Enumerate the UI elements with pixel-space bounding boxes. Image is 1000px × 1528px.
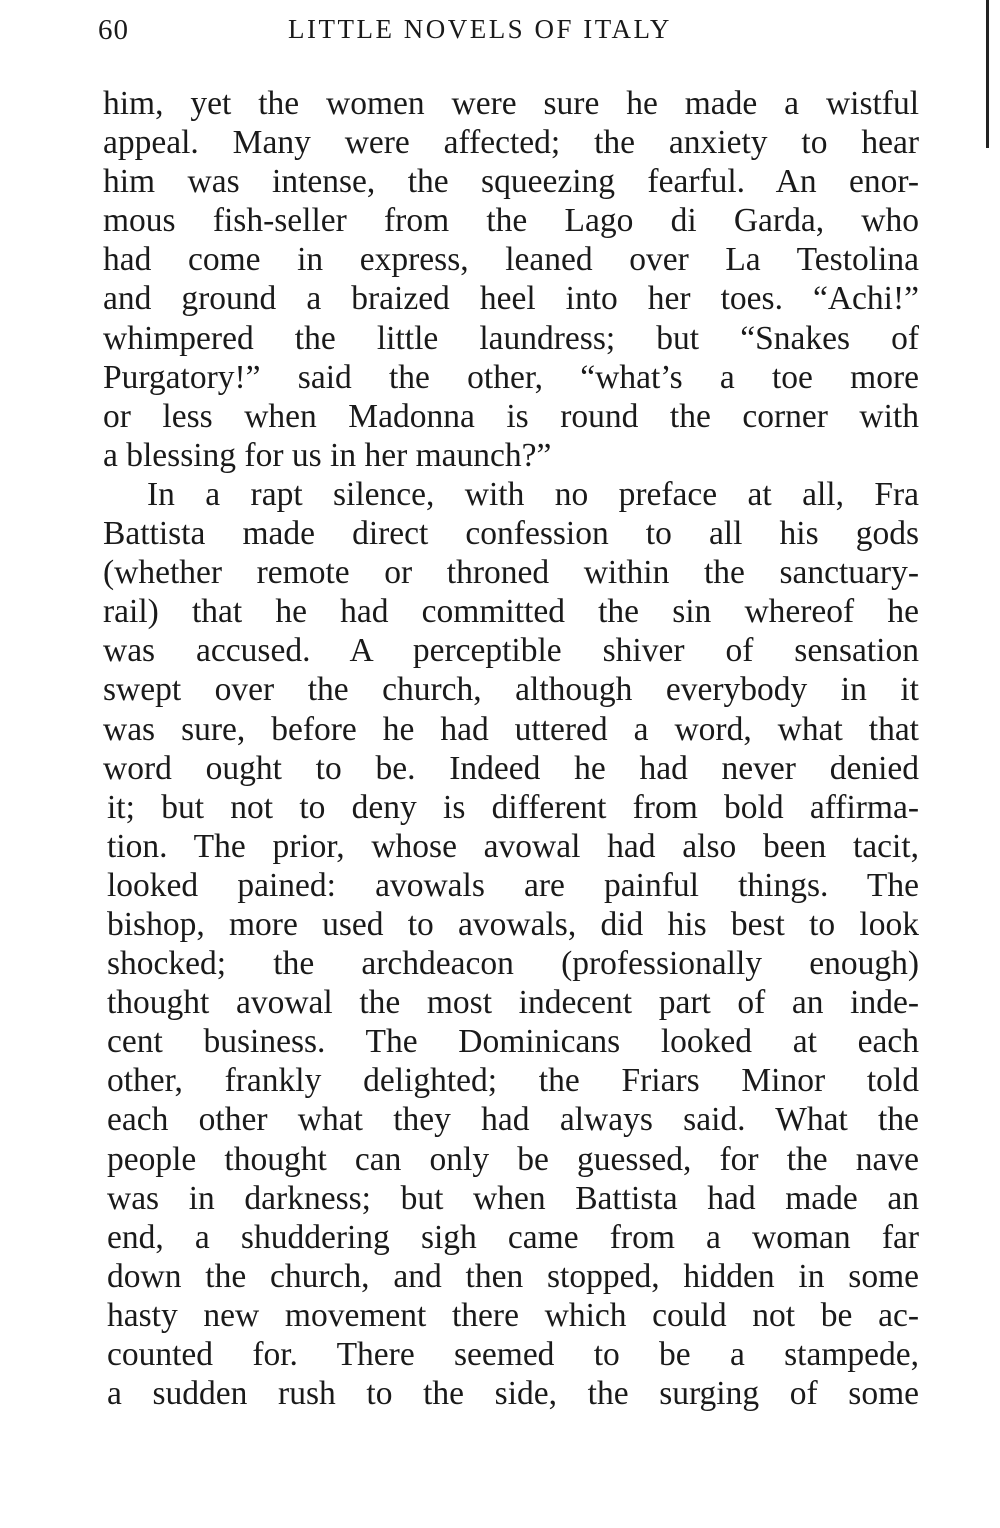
text-line: each other what they had always said. What the [107, 1101, 919, 1139]
text-line: hasty new movement there which could not be ac- [107, 1296, 919, 1334]
text-line: counted for. There seemed to be a stampede, [107, 1336, 919, 1373]
text-line: Battista made direct confession to all his gods [103, 515, 919, 553]
text-line: was in darkness; but when Battista had made an [107, 1179, 919, 1217]
text-line: cent business. The Dominicans looked at each [107, 1023, 919, 1061]
text-line: whimpered the little laundress; but “Snakes of [103, 319, 919, 357]
page-number: 60 [98, 14, 129, 46]
text-line: bishop, more used to avowals, did his best to look [107, 905, 919, 943]
text-line: (whether remote or throned within the sanctuary- [103, 554, 919, 592]
text-line: thought avowal the most indecent part of an inde- [107, 984, 919, 1022]
text-line: appeal. Many were affected; the anxiety to hear [103, 124, 919, 162]
text-line: shocked; the archdeacon (professionally enough) [107, 945, 919, 983]
text-line: people thought can only be guessed, for the nave [107, 1140, 919, 1178]
text-line: was accused. A perceptible shiver of sensation [103, 632, 919, 670]
text-line: word ought to be. Indeed he had never denied [103, 749, 919, 787]
text-line: tion. The prior, whose avowal had also been tacit, [107, 827, 919, 865]
text-line: end, a shuddering sigh came from a woman far [107, 1218, 919, 1256]
text-line: was sure, before he had uttered a word, what that [103, 710, 919, 748]
text-line: Purgatory!” said the other, “what’s a toe more [103, 358, 919, 396]
text-line: mous fish-seller from the Lago di Garda, who [103, 202, 919, 240]
text-line: swept over the church, although everybody in it [103, 671, 919, 709]
running-title: LITTLE NOVELS OF ITALY [288, 14, 672, 44]
body-text [103, 84, 919, 1413]
text-line: looked pained: avowals are painful things. The [107, 866, 919, 904]
text-line: him was intense, the squeezing fearful. An enor- [103, 163, 919, 201]
text-line: it; but not to deny is different from bold affirma- [107, 788, 919, 826]
text-line: or less when Madonna is round the corner with [103, 397, 919, 435]
text-line: him, yet the women were sure he made a wistful [103, 85, 919, 122]
text-line: In a rapt silence, with no preface at all, Fra [147, 475, 919, 513]
text-line: had come in express, leaned over La Testolina [103, 241, 919, 279]
page-edge-rule [986, 0, 989, 148]
text-line: a blessing for us in her maunch?” [103, 436, 552, 474]
text-line: and ground a braized heel into her toes. “Achi!” [103, 280, 919, 318]
text-line: a sudden rush to the side, the surging of some [107, 1375, 919, 1413]
text-line: other, frankly delighted; the Friars Minor told [107, 1062, 919, 1100]
text-line: down the church, and then stopped, hidden in some [107, 1257, 919, 1295]
text-line: rail) that he had committed the sin whereof he [103, 593, 919, 631]
